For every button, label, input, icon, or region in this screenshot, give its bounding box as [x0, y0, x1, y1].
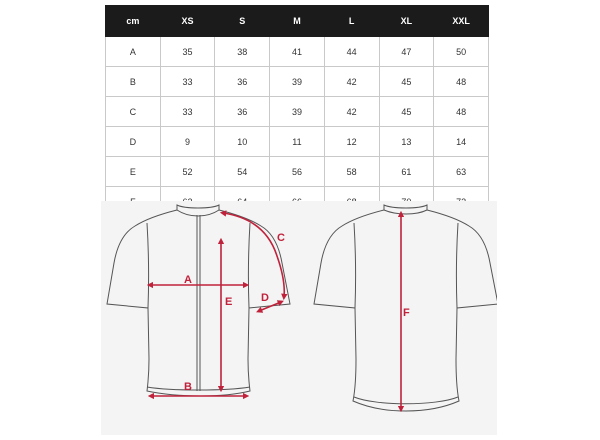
header-l: L	[324, 6, 379, 37]
table-cell: 13	[379, 127, 434, 157]
table-cell: 36	[215, 97, 270, 127]
table-cell: 38	[215, 37, 270, 67]
table-cell: 35	[160, 37, 215, 67]
header-m: M	[270, 6, 325, 37]
header-xs: XS	[160, 6, 215, 37]
table-cell: 61	[379, 157, 434, 187]
table-cell: 47	[379, 37, 434, 67]
table-header-row	[106, 6, 489, 37]
measurement-diagram	[101, 201, 497, 435]
table-cell: 33	[160, 67, 215, 97]
table-cell: C	[106, 97, 161, 127]
table-cell: 56	[270, 157, 325, 187]
label-c: C	[277, 232, 285, 244]
label-d: D	[261, 292, 269, 304]
label-e: E	[225, 296, 233, 308]
table-cell: 12	[324, 127, 379, 157]
table-cell: 63	[434, 157, 489, 187]
table-cell: 39	[270, 67, 325, 97]
label-a: A	[184, 274, 192, 286]
table-cell: 52	[160, 157, 215, 187]
table-cell: E	[106, 157, 161, 187]
label-b: B	[184, 381, 192, 393]
table-cell: A	[106, 37, 161, 67]
table-row	[106, 157, 489, 187]
table-row	[106, 97, 489, 127]
table-row	[106, 67, 489, 97]
jersey-illustration	[101, 201, 497, 435]
table-cell: 48	[434, 97, 489, 127]
table-cell: 44	[324, 37, 379, 67]
size-chart-table	[105, 5, 489, 217]
table-cell: 54	[215, 157, 270, 187]
table-cell: D	[106, 127, 161, 157]
table-cell: 10	[215, 127, 270, 157]
table-cell: 58	[324, 157, 379, 187]
header-cm: cm	[106, 6, 161, 37]
header-xl: XL	[379, 6, 434, 37]
table-row	[106, 37, 489, 67]
header-s: S	[215, 6, 270, 37]
table-cell: 39	[270, 97, 325, 127]
table-cell: 45	[379, 67, 434, 97]
table-cell: 50	[434, 37, 489, 67]
table-cell: 42	[324, 67, 379, 97]
table-row	[106, 127, 489, 157]
table-cell: 42	[324, 97, 379, 127]
table-cell: B	[106, 67, 161, 97]
table-cell: 36	[215, 67, 270, 97]
table-cell: 11	[270, 127, 325, 157]
header-xxl: XXL	[434, 6, 489, 37]
table-cell: 48	[434, 67, 489, 97]
table-cell: 14	[434, 127, 489, 157]
table-cell: 9	[160, 127, 215, 157]
table-cell: 45	[379, 97, 434, 127]
label-f: F	[403, 307, 410, 319]
table-cell: 33	[160, 97, 215, 127]
table-cell: 41	[270, 37, 325, 67]
